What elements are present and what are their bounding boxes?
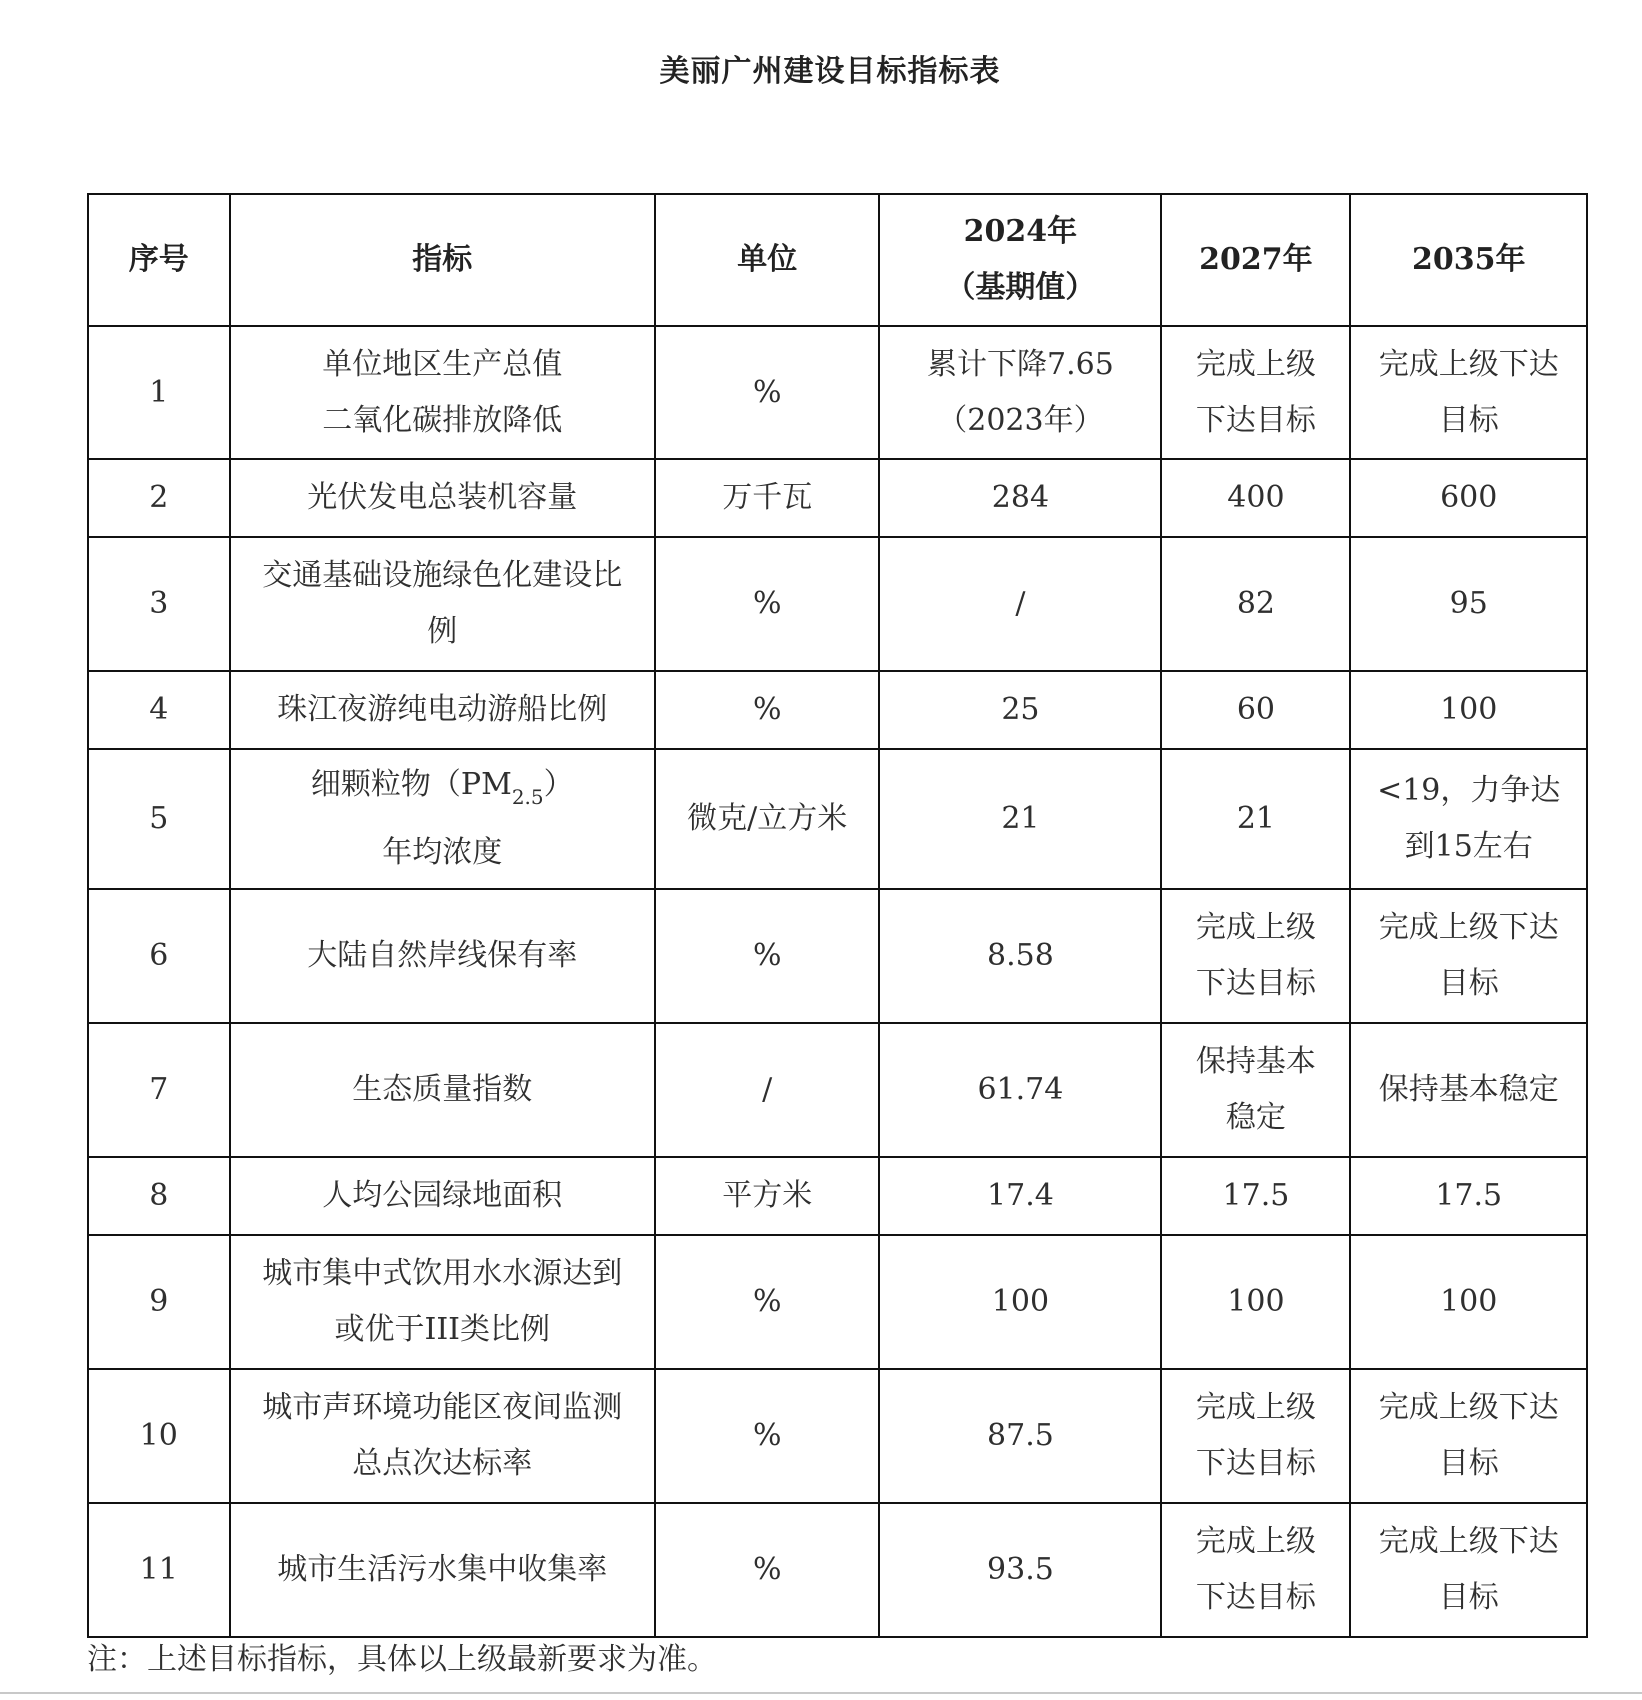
table-row [88, 1503, 1587, 1637]
cell-2035 [1350, 1369, 1587, 1503]
cell-2027 [1161, 1023, 1350, 1157]
cell-2027-line: 稳定 [1225, 1100, 1286, 1135]
header-2027: 2027年 [1161, 194, 1350, 326]
cell-2027-line: 下达目标 [1195, 402, 1316, 438]
cell-unit: 平方米 [655, 1157, 879, 1235]
cell-2035-line: 目标 [1438, 966, 1499, 1001]
cell-2035-line: 目标 [1438, 402, 1499, 438]
header-seq: 序号 [88, 194, 230, 326]
cell-2024-line: （2023年） [937, 402, 1104, 438]
cell-seq: 7 [88, 1023, 230, 1157]
cell-2035: 保持基本稳定 [1350, 1023, 1587, 1157]
cell-unit: % [655, 671, 879, 749]
cell-indicator-line: 例 [427, 614, 458, 649]
cell-unit: % [655, 537, 879, 671]
cell-unit: / [655, 1023, 879, 1157]
cell-2035 [1350, 889, 1587, 1023]
cell-indicator: 人均公园绿地面积 [230, 1157, 656, 1235]
cell-2035: 100 [1350, 671, 1587, 749]
cell-indicator: 城市生活污水集中收集率 [230, 1503, 656, 1637]
cell-unit: % [655, 889, 879, 1023]
cell-indicator-line: 交通基础设施绿色化建设比 [262, 558, 623, 593]
page-title: 美丽广州建设目标指标表 [659, 54, 1001, 89]
table-row [88, 749, 1587, 889]
cell-indicator-line [235, 757, 651, 825]
cell-unit: 微克/立方米 [655, 749, 879, 889]
cell-seq: 10 [88, 1369, 230, 1503]
cell-2024: 21 [879, 749, 1161, 889]
cell-unit: % [655, 1235, 879, 1369]
cell-2027-line: 完成上级 [1195, 1390, 1316, 1425]
cell-2027: 82 [1161, 537, 1350, 671]
cell-2035: 100 [1350, 1235, 1587, 1369]
header-2024-baseline: （基期值） [945, 270, 1096, 305]
cell-unit: % [655, 1369, 879, 1503]
cell-indicator-line: 二氧化碳排放降低 [322, 402, 563, 438]
cell-2035 [1350, 326, 1587, 459]
cell-indicator: 珠江夜游纯电动游船比例 [230, 671, 656, 749]
cell-indicator-line: 单位地区生产总值 [322, 346, 563, 382]
table-row [88, 1235, 1587, 1369]
cell-indicator-line: 城市集中式饮用水水源达到 [262, 1256, 623, 1291]
cell-2035-line: 到15左右 [1404, 829, 1533, 864]
table-row [88, 537, 1587, 671]
cell-2027: 17.5 [1161, 1157, 1350, 1235]
cell-2024: 93.5 [879, 1503, 1161, 1637]
cell-2027 [1161, 889, 1350, 1023]
cell-2024: / [879, 537, 1161, 671]
cell-seq: 1 [88, 326, 230, 459]
cell-unit: % [655, 326, 879, 459]
cell-2035: 600 [1350, 459, 1587, 537]
cell-indicator-line: 年均浓度 [382, 835, 503, 870]
cell-indicator-line: 总点次达标率 [352, 1446, 533, 1481]
targets-table [87, 193, 1588, 1638]
table-row [88, 459, 1587, 537]
cell-indicator [230, 326, 656, 459]
cell-2027 [1161, 1369, 1350, 1503]
cell-2035-line: 目标 [1438, 1446, 1499, 1481]
cell-2027: 400 [1161, 459, 1350, 537]
cell-2035-line: <19，力争达 [1377, 773, 1561, 808]
cell-2035-line: 完成上级下达 [1378, 346, 1559, 382]
cell-indicator [230, 749, 656, 889]
pm-label: 细颗粒物（PM [310, 767, 512, 802]
cell-2024: 284 [879, 459, 1161, 537]
cell-2035 [1350, 1503, 1587, 1637]
cell-2024: 87.5 [879, 1369, 1161, 1503]
table-row [88, 889, 1587, 1023]
cell-2024: 61.74 [879, 1023, 1161, 1157]
table-header-row [88, 194, 1587, 326]
cell-2024-line: 累计下降7.65 [927, 346, 1114, 382]
header-unit: 单位 [655, 194, 879, 326]
cell-indicator [230, 1235, 656, 1369]
table-row [88, 326, 1587, 459]
cell-2027: 100 [1161, 1235, 1350, 1369]
cell-2027 [1161, 1503, 1350, 1637]
table-row [88, 1023, 1587, 1157]
cell-2035: 17.5 [1350, 1157, 1587, 1235]
header-2024 [879, 194, 1161, 326]
cell-2035-line: 完成上级下达 [1378, 910, 1559, 945]
cell-2027 [1161, 326, 1350, 459]
header-2024-year: 2024年 [963, 214, 1078, 249]
cell-seq: 8 [88, 1157, 230, 1235]
cell-2024 [879, 326, 1161, 459]
cell-2035 [1350, 749, 1587, 889]
pm-subscript: 2.5 [511, 785, 544, 809]
cell-2024: 100 [879, 1235, 1161, 1369]
cell-2027-line: 下达目标 [1195, 1580, 1316, 1615]
cell-2024: 17.4 [879, 1157, 1161, 1235]
cell-seq: 5 [88, 749, 230, 889]
cell-seq: 2 [88, 459, 230, 537]
cell-2027: 60 [1161, 671, 1350, 749]
cell-2027-line: 完成上级 [1195, 1524, 1316, 1559]
cell-seq: 3 [88, 537, 230, 671]
cell-2035-line: 完成上级下达 [1378, 1390, 1559, 1425]
cell-indicator: 生态质量指数 [230, 1023, 656, 1157]
cell-unit: % [655, 1503, 879, 1637]
cell-2027-line: 完成上级 [1195, 910, 1316, 945]
cell-indicator: 光伏发电总装机容量 [230, 459, 656, 537]
cell-2027-line: 下达目标 [1195, 1446, 1316, 1481]
cell-seq: 9 [88, 1235, 230, 1369]
table-row [88, 1157, 1587, 1235]
header-indicator: 指标 [230, 194, 656, 326]
cell-2027-line: 保持基本 [1195, 1044, 1316, 1079]
cell-seq: 6 [88, 889, 230, 1023]
cell-2035-line: 完成上级下达 [1378, 1524, 1559, 1559]
cell-indicator [230, 537, 656, 671]
cell-indicator-line: 或优于III类比例 [334, 1312, 551, 1347]
header-2035: 2035年 [1350, 194, 1587, 326]
cell-seq: 4 [88, 671, 230, 749]
cell-2024: 8.58 [879, 889, 1161, 1023]
cell-2035-line: 目标 [1438, 1580, 1499, 1615]
cell-indicator: 大陆自然岸线保有率 [230, 889, 656, 1023]
footnote: 注：上述目标指标，具体以上级最新要求为准。 [87, 1642, 717, 1677]
cell-2027-line: 下达目标 [1195, 966, 1316, 1001]
cell-2035: 95 [1350, 537, 1587, 671]
cell-indicator-line: 城市声环境功能区夜间监测 [262, 1390, 623, 1425]
pm-close: ） [543, 767, 574, 802]
table-row [88, 671, 1587, 749]
table-row [88, 1369, 1587, 1503]
cell-2027: 21 [1161, 749, 1350, 889]
cell-2027-line: 完成上级 [1195, 346, 1316, 382]
bottom-divider [0, 1692, 1642, 1694]
cell-unit: 万千瓦 [655, 459, 879, 537]
cell-indicator [230, 1369, 656, 1503]
cell-2024: 25 [879, 671, 1161, 749]
cell-seq: 11 [88, 1503, 230, 1637]
